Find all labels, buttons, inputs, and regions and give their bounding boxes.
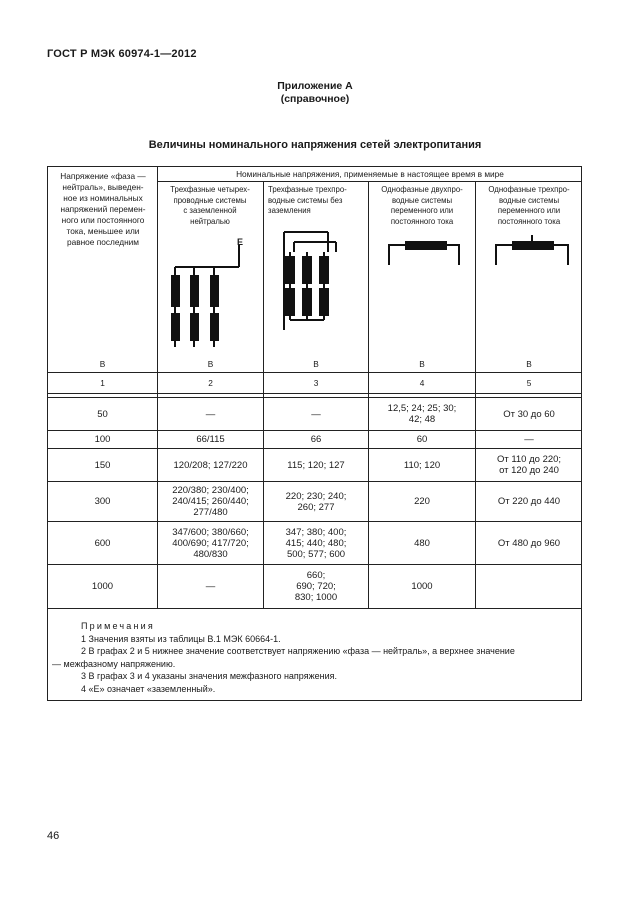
table-cell: 347; 380; 400; 415; 440; 480; 500; 577; 600: [285, 526, 347, 560]
note-item: 3 В графах 3 и 4 указаны значения межфазного напряжения.: [81, 671, 337, 681]
table-cell: От 30 до 60: [503, 408, 555, 420]
table-cell: От 480 до 960: [497, 537, 561, 549]
table-cell: 120/208; 127/220: [173, 459, 248, 471]
table-cell: —: [205, 581, 216, 592]
table-cell: 220/380; 230/400; 240/415; 260/440; 277/480: [172, 485, 249, 518]
table-cell: 220: [414, 496, 430, 507]
col4-header: Однофазные двухпро- водные системы переменного или постоянного тока: [381, 185, 463, 226]
table-title: Величины номинального напряжения сетей электропитания: [148, 139, 482, 151]
group-header: Номинальные напряжения, применяемые в настоящее время в мире: [236, 169, 504, 179]
table-cell: От 220 до 440: [497, 496, 561, 507]
unit-col1: В: [99, 359, 106, 369]
unit-col3: В: [313, 359, 319, 369]
table-cell: 66/115: [196, 434, 225, 445]
note-item: 4 «Е» означает «заземленный».: [81, 683, 216, 694]
annex-label: Приложение А: [277, 80, 353, 92]
col-number-4: 4: [419, 378, 425, 388]
table-cell: 66: [310, 434, 322, 445]
three-phase-three-wire-diagram: [264, 222, 368, 352]
table-cell: 150: [94, 459, 111, 471]
table-cell: 50: [97, 408, 108, 420]
table-cell: 220; 230; 240; 260; 277: [285, 490, 347, 513]
table-cell: От 110 до 220; от 120 до 240: [496, 454, 562, 476]
table-cell: 60: [416, 434, 428, 445]
notes: [52, 620, 577, 695]
three-phase-four-wire-diagram: [158, 227, 262, 352]
single-phase-two-wire-diagram: [369, 227, 475, 287]
table-cell: 480: [414, 537, 430, 549]
unit-col5: В: [526, 359, 532, 369]
unit-col2: В: [207, 359, 214, 369]
col-number-2: 2: [208, 378, 213, 388]
earth-label: E: [236, 237, 243, 247]
table-cell: 600: [94, 537, 111, 549]
document-id: ГОСТ Р МЭК 60974-1—2012: [47, 48, 197, 60]
table-cell: 1000: [91, 581, 114, 592]
notes-heading: Примечания: [81, 621, 155, 631]
table-cell: —: [311, 408, 321, 420]
col-number-1: 1: [100, 378, 105, 388]
col-number-5: 5: [526, 378, 532, 388]
table-cell: —: [205, 408, 216, 420]
col1-header: Напряжение «фаза — нейтраль», выведен- ное из номинальных напряжений перемен- ного или постоянного тока, меньшее или равное последним: [60, 171, 146, 247]
single-phase-three-wire-diagram: [476, 227, 582, 287]
table-cell: 1000: [411, 581, 433, 592]
page-number: 46: [47, 830, 60, 842]
table-cell: 100: [94, 434, 111, 445]
table-cell: —: [524, 434, 534, 445]
table-cell: 115; 120; 127: [287, 459, 345, 471]
note-item: 1 Значения взяты из таблицы В.1 МЭК 60664-1.: [81, 633, 281, 644]
table-cell: 300: [94, 496, 111, 507]
table-cell: 110; 120: [403, 459, 441, 471]
col3-header: Трехфазные трехпро- водные системы без заземления: [268, 185, 347, 215]
table-cell: 660; 690; 720; 830; 1000: [294, 570, 338, 603]
table-cell: 347/600; 380/660; 400/690; 417/720; 480/830: [172, 526, 249, 560]
annex-heading: [0, 80, 630, 106]
annex-type: (справочное): [280, 93, 350, 105]
table-cell: [476, 565, 582, 608]
col5-header: Однофазные трехпро- водные системы переменного или постоянного тока: [488, 185, 570, 226]
unit-col4: В: [419, 359, 425, 369]
col2-header: Трехфазные четырех- проводные системы с заземленной нейтралью: [170, 185, 250, 226]
col-number-3: 3: [313, 378, 319, 388]
table-cell: 12,5; 24; 25; 30; 42; 48: [387, 403, 457, 425]
note-item: 2 В графах 2 и 5 нижнее значение соответствует напряжению «фаза — нейтраль», а верхнее значение: [81, 646, 515, 656]
note-item: — межфазному напряжению.: [52, 658, 176, 669]
